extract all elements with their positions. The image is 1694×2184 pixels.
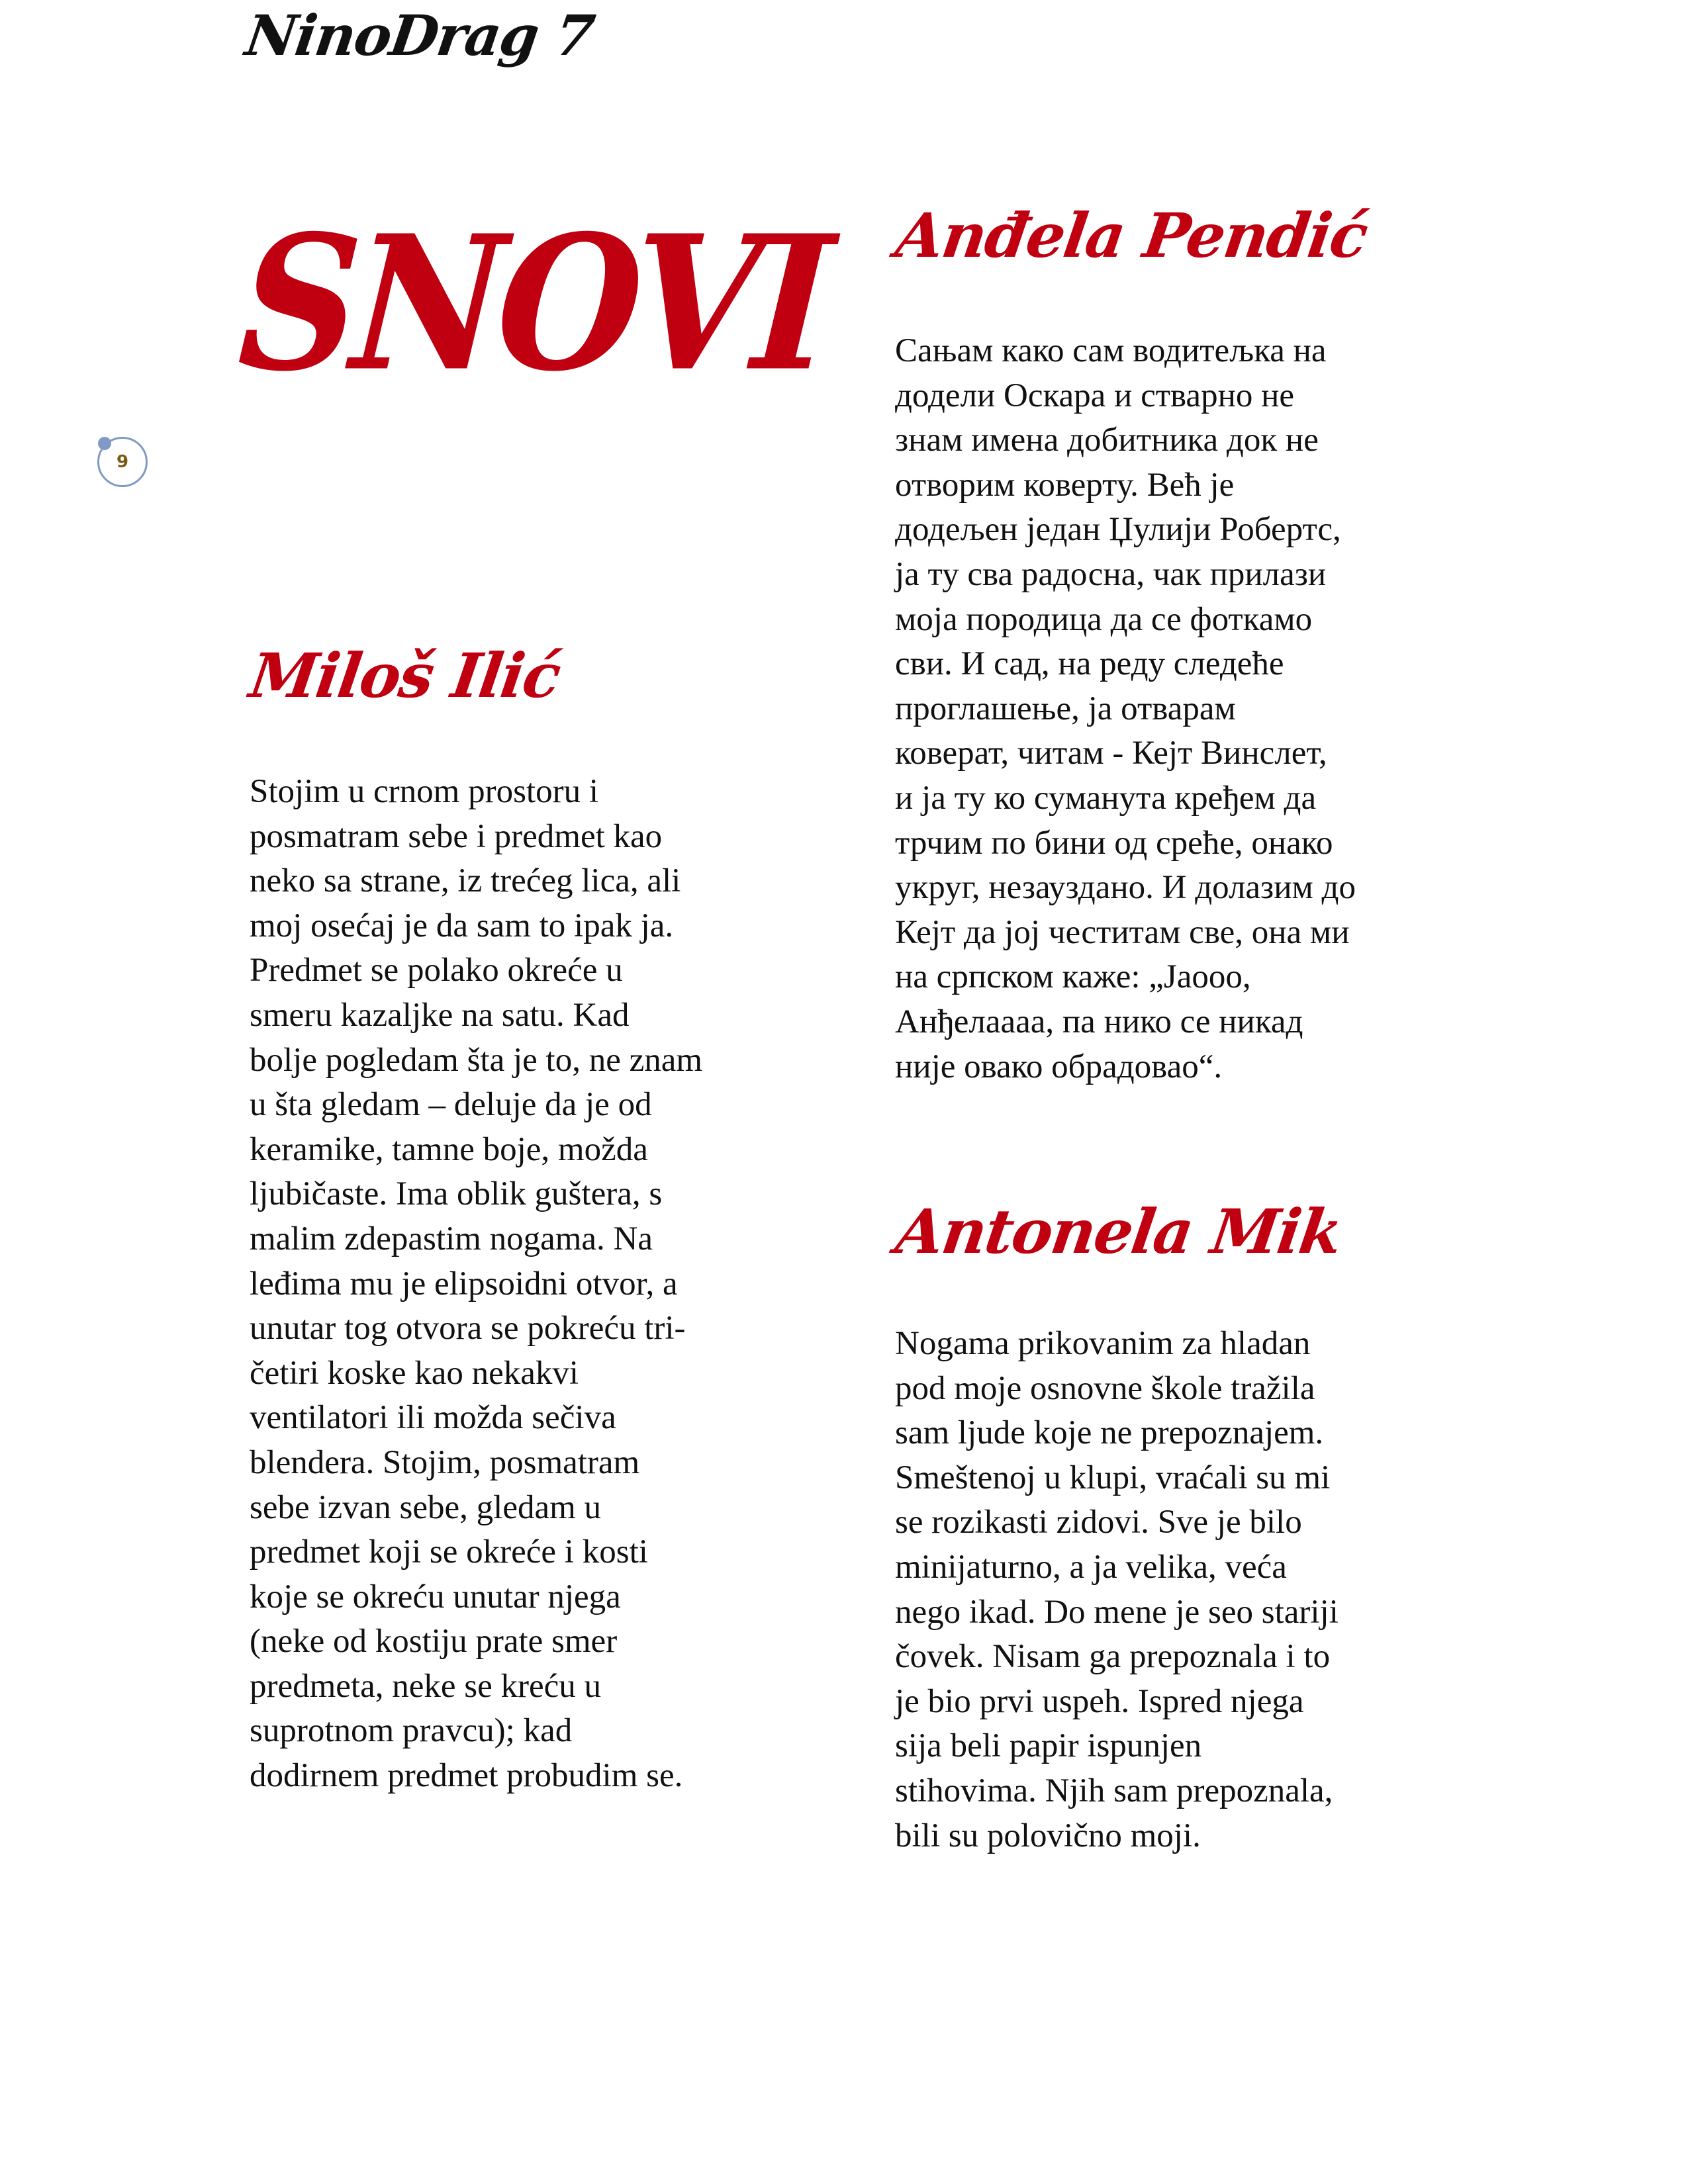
text-line: leđima mu je elipsoidni otvor, a bbox=[250, 1265, 678, 1302]
text-line: Кејт да јој честитам све, она ми bbox=[895, 913, 1350, 951]
text-line: se rozikasti zidovi. Sve je bilo bbox=[895, 1504, 1302, 1541]
text-line: suprotnom pravcu); kad bbox=[250, 1712, 573, 1750]
text-line: коверат, читам - Кејт Винслет, bbox=[895, 735, 1327, 772]
author-heading: Antonela Mik bbox=[891, 1196, 1346, 1267]
author-heading: Miloš Ilić bbox=[245, 640, 564, 711]
text-line: pod moje osnovne škole tražila bbox=[895, 1369, 1315, 1407]
text-line: Анђелаааа, па нико се никад bbox=[895, 1003, 1303, 1040]
text-line: čovek. Nisam ga prepoznala i to bbox=[895, 1638, 1331, 1676]
text-line: sam ljude koje ne prepoznajem. bbox=[895, 1414, 1324, 1452]
text-line: u šta gledam – deluje da je od bbox=[250, 1086, 652, 1124]
text-line: отворим коверту. Већ је bbox=[895, 466, 1235, 504]
text-line: ventilatori ili možda sečiva bbox=[250, 1399, 616, 1437]
text-line: bolje pogledam šta je to, ne znam bbox=[250, 1041, 703, 1079]
page-number: 9 bbox=[116, 452, 129, 472]
text-line: ја ту сва радосна, чак прилази bbox=[895, 555, 1327, 593]
text-line: није овако обрадовао“. bbox=[895, 1048, 1223, 1085]
text-line: je bio prvi uspeh. Ispred njega bbox=[895, 1682, 1304, 1720]
text-line: сви. И сад, на реду следеће bbox=[895, 645, 1284, 683]
text-line: Predmet se polako okreće u bbox=[250, 952, 623, 989]
text-line: трчим по бини од среће, онако bbox=[895, 824, 1333, 862]
article-body bbox=[250, 770, 702, 1799]
text-line: moj osećaj je da sam to ipak ja. bbox=[250, 907, 674, 944]
text-line: Сањам како сам водитељка на bbox=[895, 332, 1327, 369]
text-line: minijaturno, a ja velika, veća bbox=[895, 1548, 1287, 1586]
text-line: neko sa strane, iz trećeg lica, ali bbox=[250, 862, 681, 900]
article-body bbox=[895, 1322, 1339, 1858]
text-line: ljubičaste. Ima oblik guštera, s bbox=[250, 1175, 663, 1213]
text-line: укруг, незауздано. И долазим до bbox=[895, 869, 1356, 907]
page-number-badge bbox=[97, 437, 148, 487]
author-heading: Anđela Pendić bbox=[891, 200, 1372, 271]
text-line: unutar tog otvora se pokreću tri- bbox=[250, 1310, 686, 1347]
text-line: Nogama prikovanim za hladan bbox=[895, 1325, 1311, 1362]
text-line: знам имена добитника док не bbox=[895, 422, 1319, 459]
text-line: posmatram sebe i predmet kao bbox=[250, 817, 663, 855]
text-line: моја породица да се фоткамо bbox=[895, 600, 1313, 638]
text-line: bili su polovično moji. bbox=[895, 1817, 1201, 1854]
text-line: četiri koske kao nekakvi bbox=[250, 1354, 579, 1392]
text-line: (neke od kostiju prate smer bbox=[250, 1623, 618, 1661]
text-line: проглашење, ја отварам bbox=[895, 690, 1236, 727]
text-line: malim zdepastim nogama. Na bbox=[250, 1220, 653, 1257]
text-line: predmeta, neke se kreću u bbox=[250, 1667, 601, 1705]
text-line: sebe izvan sebe, gledam u bbox=[250, 1488, 602, 1526]
text-line: sija beli papir ispunjen bbox=[895, 1727, 1202, 1765]
text-line: stihovima. Njih sam prepoznala, bbox=[895, 1772, 1333, 1809]
text-line: blendera. Stojim, posmatram bbox=[250, 1443, 640, 1481]
section-title: SNOVI bbox=[233, 194, 832, 412]
magazine-brand: NinoDrag 7 bbox=[242, 3, 598, 68]
text-line: додели Оскара и стварно не bbox=[895, 377, 1295, 414]
text-line: dodirnem predmet probudim se. bbox=[250, 1757, 683, 1795]
text-line: predmet koji se okreće i kosti bbox=[250, 1533, 648, 1571]
text-line: keramike, tamne boje, možda bbox=[250, 1130, 648, 1168]
text-line: на српском каже: „Јаооо, bbox=[895, 958, 1251, 996]
text-line: nego ikad. Do mene je seo stariji bbox=[895, 1593, 1339, 1631]
text-line: koje se okreću unutar njega bbox=[250, 1578, 621, 1615]
text-line: и ја ту ко суманута кређем да bbox=[895, 779, 1317, 817]
text-line: Stojim u crnom prostoru i bbox=[250, 773, 598, 810]
text-line: додељен један Џулији Робертс, bbox=[895, 511, 1341, 549]
badge-dot-icon bbox=[98, 437, 111, 450]
article-body bbox=[895, 329, 1356, 1089]
text-line: Smeštenoj u klupi, vraćali su mi bbox=[895, 1459, 1331, 1496]
text-line: smeru kazaljke na satu. Kad bbox=[250, 996, 630, 1034]
